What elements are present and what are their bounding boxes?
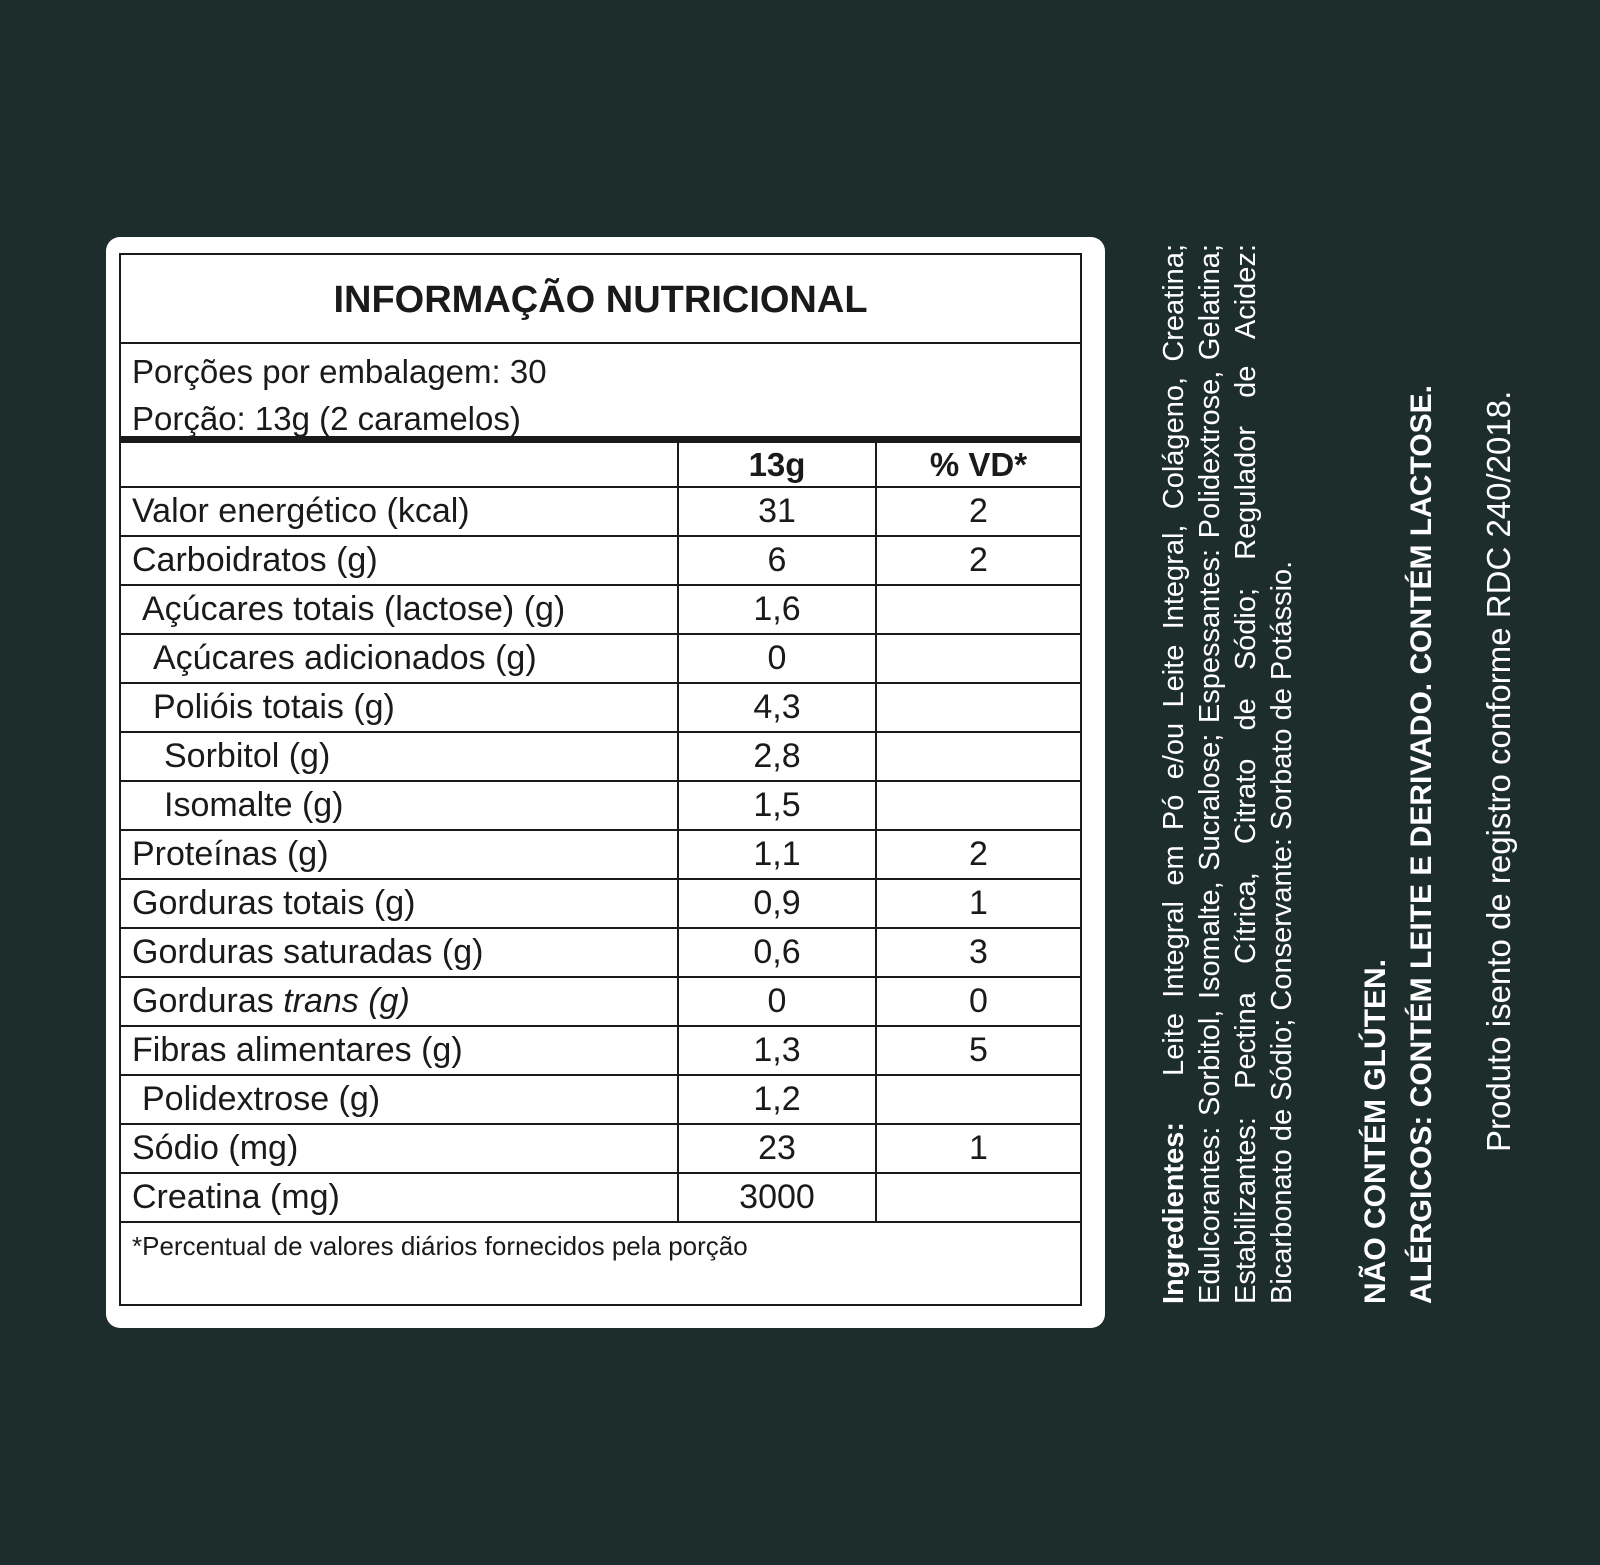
- nutrient-amount: 1,1: [678, 830, 876, 879]
- table-row: [121, 879, 1080, 928]
- nutrient-name: Sódio (mg): [121, 1124, 678, 1173]
- nutrient-amount: 0,9: [678, 879, 876, 928]
- nutrient-name: Valor energético (kcal): [121, 487, 678, 536]
- nutrient-dv: 0: [876, 977, 1080, 1026]
- serving-info: [121, 344, 1080, 443]
- nutrient-dv: 2: [876, 536, 1080, 585]
- nutrient-amount: 0: [678, 977, 876, 1026]
- table-row: [121, 830, 1080, 879]
- allergen-notice: ALÉRGICOS: CONTÉM LEITE E DERIVADO. CONTÉM LACTOSE.: [1405, 385, 1438, 1304]
- nutrient-name: Fibras alimentares (g): [121, 1026, 678, 1075]
- ingredients-text: [1156, 244, 1300, 1304]
- nutrient-name: Polióis totais (g): [153, 688, 395, 726]
- nutrient-amount: 1,6: [678, 585, 876, 634]
- table-header-row: [121, 443, 1080, 487]
- nutrient-dv: [876, 1075, 1080, 1124]
- label-title: INFORMAÇÃO NUTRICIONAL: [121, 255, 1080, 344]
- nutrient-amount: 2,8: [678, 732, 876, 781]
- nutrient-name-italic: trans (g): [283, 982, 410, 1020]
- nutrient-name: Isomalte (g): [164, 786, 344, 824]
- ingredients-list: Leite Integral em Pó e/ou Leite Integral, Colágeno, Creatina; Edulcorantes: Sorbitol, Isomalte, Sucralose; Espessantes: Polidextrose, Gelatina; Estabilizantes: Pectina Cítrica, Citrato de Sódio; Regulador de Acidez: Bicarbonato de Sódio; Conservante: Sorbato de Potássio.: [1158, 243, 1298, 1304]
- nutrient-dv: 3: [876, 928, 1080, 977]
- nutrient-name: Gorduras saturadas (g): [121, 928, 678, 977]
- table-row: [121, 1173, 1080, 1222]
- nutrient-amount: 1,2: [678, 1075, 876, 1124]
- nutrient-name-cell: [121, 1075, 678, 1124]
- ingredients-label: Ingredientes:: [1158, 1121, 1190, 1304]
- nutrient-amount: 1,3: [678, 1026, 876, 1075]
- header-nutrient: [121, 443, 678, 487]
- nutrient-dv: [876, 732, 1080, 781]
- table-row: [121, 683, 1080, 732]
- table-row: [121, 1075, 1080, 1124]
- table-row: [121, 634, 1080, 683]
- nutrient-amount: 23: [678, 1124, 876, 1173]
- serving-size: Porção: 13g (2 caramelos): [132, 400, 521, 437]
- header-amount: 13g: [678, 443, 876, 487]
- nutrient-name: Açúcares totais (lactose) (g): [142, 590, 566, 628]
- nutrient-amount: 0,6: [678, 928, 876, 977]
- table-row: [121, 781, 1080, 830]
- nutrient-name-cell: [121, 781, 678, 830]
- nutrient-dv: [876, 683, 1080, 732]
- table-row: [121, 1026, 1080, 1075]
- nutrients-table: [121, 443, 1080, 1223]
- nutrition-facts-table: [119, 253, 1082, 1306]
- nutrient-name-cell: [121, 634, 678, 683]
- table-row: [121, 928, 1080, 977]
- nutrient-dv: [876, 634, 1080, 683]
- nutrient-name: Açúcares adicionados (g): [153, 639, 537, 677]
- table-row: [121, 977, 1080, 1026]
- nutrient-dv: 1: [876, 1124, 1080, 1173]
- nutrient-dv: [876, 1173, 1080, 1222]
- nutrient-name: Gorduras totais (g): [121, 879, 678, 928]
- nutrient-name-cell: [121, 683, 678, 732]
- dv-footnote: *Percentual de valores diários fornecidos pela porção: [132, 1231, 748, 1261]
- nutrient-dv: [876, 781, 1080, 830]
- nutrient-name: Carboidratos (g): [121, 536, 678, 585]
- nutrient-dv: [876, 585, 1080, 634]
- nutrient-amount: 31: [678, 487, 876, 536]
- table-row: [121, 487, 1080, 536]
- nutrient-name-cell: [121, 977, 678, 1026]
- nutrient-dv: 2: [876, 830, 1080, 879]
- nutrient-name: Sorbitol (g): [164, 737, 331, 775]
- table-row: [121, 536, 1080, 585]
- registration-notice: Produto isento de registro conforme RDC 240/2018.: [1480, 390, 1517, 1152]
- servings-per-package: Porções por embalagem: 30: [132, 353, 547, 390]
- nutrient-amount: 3000: [678, 1173, 876, 1222]
- nutrient-dv: 2: [876, 487, 1080, 536]
- nutrition-label-card: [106, 237, 1105, 1328]
- nutrient-amount: 4,3: [678, 683, 876, 732]
- table-row: [121, 1124, 1080, 1173]
- nutrient-amount: 1,5: [678, 781, 876, 830]
- table-row: [121, 732, 1080, 781]
- nutrient-name: Polidextrose (g): [142, 1080, 381, 1118]
- nutrient-name: Proteínas (g): [121, 830, 678, 879]
- table-row: [121, 585, 1080, 634]
- nutrient-name-cell: [121, 732, 678, 781]
- nutrient-dv: 5: [876, 1026, 1080, 1075]
- nutrient-name: Creatina (mg): [121, 1173, 678, 1222]
- nutrient-name-prefix: Gorduras: [132, 982, 284, 1020]
- gluten-notice: NÃO CONTÉM GLÚTEN.: [1359, 959, 1392, 1304]
- nutrient-amount: 6: [678, 536, 876, 585]
- nutrient-dv: 1: [876, 879, 1080, 928]
- header-daily-value: % VD*: [876, 443, 1080, 487]
- nutrient-name-cell: [121, 585, 678, 634]
- nutrient-amount: 0: [678, 634, 876, 683]
